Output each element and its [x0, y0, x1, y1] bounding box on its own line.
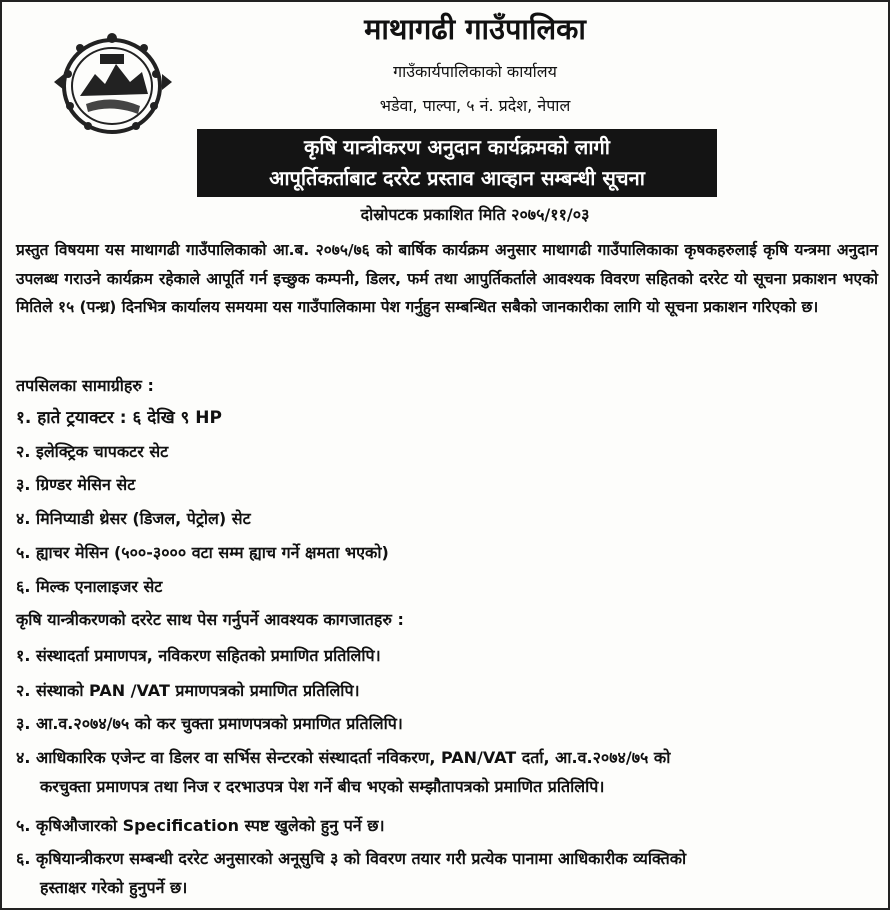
banner-line-2: आपूर्तिकर्ताबाट दररेट प्रस्ताव आव्हान सम्बन्धी सूचना: [269, 166, 645, 190]
publication-date: दोस्रोपटक प्रकाशित मिति २०७५/११/०३: [360, 205, 590, 224]
documents-heading: कृषि यान्त्रीकरणको दररेट साथ पेस गर्नुपर्ने आवश्यक कागजातहरु :: [16, 610, 404, 629]
office-header: [2, 10, 888, 116]
material-item-3: ३. ग्रिण्डर मेसिन सेट: [16, 475, 136, 494]
office-subtitle: गाउँकार्यपालिकाको कार्यालय: [393, 62, 557, 81]
material-item-1: १. हाते ट्रयाक्टर : ६ देखि ९ HP: [16, 408, 222, 428]
document-item-2: २. संस्थाको PAN /VAT प्रमाणपत्रको प्रमाणित प्रतिलिपि।: [16, 681, 360, 700]
document-item-4: [16, 743, 878, 801]
document-item-4-line-2: करचुक्ता प्रमाणपत्र तथा निज र दरभाउपत्र पेश गर्ने बीच भएको सम्झौतापत्रको प्रमाणित प्रतिलिपि।: [40, 777, 605, 796]
office-name: माथागढी गाउँपालिका: [364, 12, 586, 46]
notice-title-banner: [197, 129, 717, 197]
document-item-3: ३. आ.व.२०७४/७५ को कर चुक्ता प्रमाणपत्रको प्रमाणित प्रतिलिपि।: [16, 714, 403, 733]
intro-paragraph: प्रस्तुत विषयमा यस माथागढी गाउँपालिकाको आ.ब. २०७५/७६ को बार्षिक कार्यक्रम अनुसार माथागढी गाउँपालिकाका कृषकहरुलाई कृषि यन्त्रमा अनुदान उपलब्ध गराउने कार्यक्रम रहेकाले आपूर्ति गर्न इच्छुक कम्पनी, डिलर, फर्म तथा आपुर्तिकर्ताले आवश्यक विवरण सहितको दररेट यो सूचना प्रकाशन भएको मितिले १५ (पन्ध्र) दिनभित्र कार्यालय समयमा यस गाउँपालिकामा पेश गर्नुहुन सम्बन्धित सबैको जानकारीका लागि यो सूचना प्रकाशन गरिएको छ।: [16, 241, 878, 316]
document-item-6: [16, 844, 878, 902]
material-item-4: ४. मिनिप्याडी थ्रेसर (डिजल, पेट्रोल) सेट: [16, 509, 251, 528]
office-address: भडेवा, पाल्पा, ५ नं. प्रदेश, नेपाल: [379, 96, 571, 115]
material-item-5: ५. ह्याचर मेसिन (५००-३००० वटा सम्म ह्याच गर्ने क्षमता भएको): [16, 543, 389, 562]
materials-heading: तपसिलका सामाग्रीहरु :: [16, 376, 154, 395]
banner-line-1: कृषि यान्त्रीकरण अनुदान कार्यक्रमको लागी: [304, 135, 610, 159]
document-item-1: १. संस्थादर्ता प्रमाणपत्र, नविकरण सहितको प्रमाणित प्रतिलिपि।: [16, 646, 381, 665]
document-item-4-line-1: ४. आधिकारिक एजेन्ट वा डिलर वा सर्भिस सेन्टरको संस्थादर्ता नविकरण, PAN/VAT दर्ता, आ.व.२०७४/७५ को: [16, 748, 671, 767]
document-item-6-line-1: ६. कृषियान्त्रीकरण सम्बन्धी दररेट अनुसारको अनूसुचि ३ को विवरण तयार गरी प्रत्येक पानामा आधिकारीक व्यक्तिको: [16, 849, 687, 868]
material-item-2: २. इलेक्ट्रिक चापकटर सेट: [16, 442, 169, 461]
document-item-5: ५. कृषिऔजारको Specification स्पष्ट खुलेको हुनु पर्ने छ।: [16, 816, 385, 835]
material-item-6: ६. मिल्क एनालाइजर सेट: [16, 577, 163, 596]
document-item-6-line-2: हस्ताक्षर गरेको हुनुपर्ने छ।: [40, 878, 188, 897]
